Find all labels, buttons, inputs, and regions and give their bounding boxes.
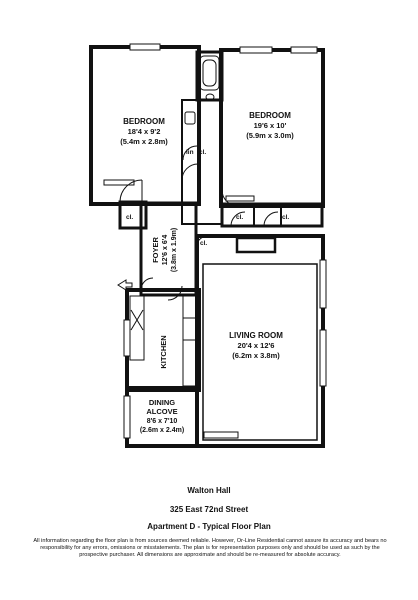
foyer-dims: 12'6 x 6'4 xyxy=(162,234,169,266)
closet-label-hall: cl. xyxy=(199,149,207,156)
living-room-name: LIVING ROOM xyxy=(229,331,283,340)
kitchen-name: KITCHEN xyxy=(159,335,168,369)
bedroom-2-dims: 19'6 x 10' xyxy=(253,121,287,130)
linen-closet-label: lin xyxy=(186,149,194,156)
foyer-name: FOYER xyxy=(151,237,160,263)
bedroom-1-name: BEDROOM xyxy=(123,117,165,126)
bedroom-1-dims: 18'4 x 9'2 xyxy=(127,127,161,136)
dining-name-2: ALCOVE xyxy=(146,407,178,416)
closet-label-foyer: cl. xyxy=(200,240,208,247)
plan-title: Apartment D - Typical Floor Plan xyxy=(147,522,271,531)
room-labels xyxy=(120,111,294,434)
kitchen-counter-right xyxy=(183,296,196,386)
building-name: Walton Hall xyxy=(187,486,231,495)
closet-label-2: cl. xyxy=(282,214,290,221)
building-address: 325 East 72nd Street xyxy=(169,505,249,514)
closet-label-left: cl. xyxy=(126,214,134,221)
sink-icon xyxy=(185,112,195,124)
dining-dims: 8'6 x 7'10 xyxy=(146,418,178,425)
fireplace-icon xyxy=(237,238,275,252)
closet-label-1: cl. xyxy=(236,214,244,221)
stove-icon xyxy=(183,318,196,340)
dining-name: DINING xyxy=(148,398,176,407)
bedroom-1-metric: (5.4m x 2.8m) xyxy=(120,137,168,146)
bedroom-2-metric: (5.9m x 3.0m) xyxy=(246,131,294,140)
bedroom-2-name: BEDROOM xyxy=(249,111,291,120)
living-room-metric: (6.2m x 3.8m) xyxy=(232,351,280,360)
disclaimer-text: All information regarding the floor plan is from sources deemed reliable. However, Or-Line Residential cannot assure its accuracy and bears no responsibility for any errors, omissions or misstatements. The plan is for representation purposes only and should be used as such by the prospective purchaser. All dimensions are approximate and should be re-measured for absolute accuracy. xyxy=(33,538,387,558)
living-room-dims: 20'4 x 12'6 xyxy=(237,341,275,350)
dining-metric: (2.6m x 2.4m) xyxy=(139,427,185,434)
foyer-metric: (3.8m x 1.9m) xyxy=(171,227,178,273)
dining-walls xyxy=(127,388,197,446)
